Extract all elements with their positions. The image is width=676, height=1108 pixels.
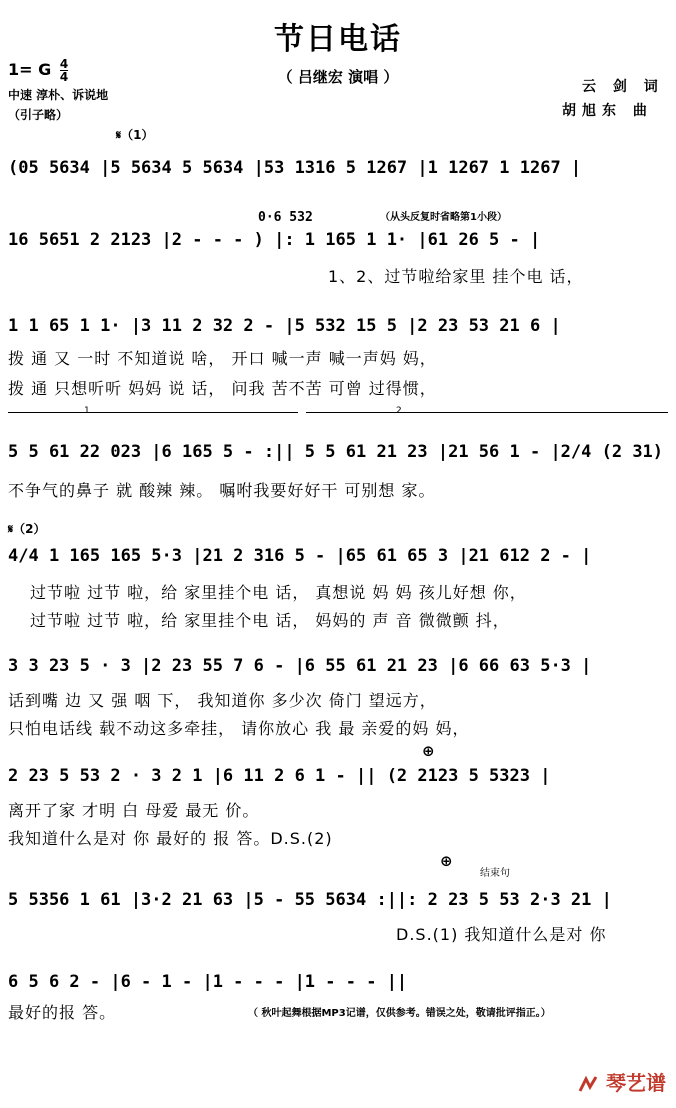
- volta-1-number: 1: [84, 406, 90, 416]
- key-signature: [8, 58, 68, 83]
- segno-2-marker: 𝄋（2）: [8, 522, 46, 536]
- coda-1-marker: ⊕: [422, 742, 435, 760]
- singer-credit: （ 吕继宏 演唱 ）: [277, 68, 399, 86]
- volta-2-bracket: [306, 412, 668, 413]
- song-title: 节日电话: [274, 22, 402, 57]
- notation-row-7: 2 23 5 53 2 · 3 2 1 |6 11 2 6 1 - || (2 2123 5 5323 |: [8, 766, 551, 786]
- volta-1-bracket: [8, 412, 298, 413]
- composer-credit: 胡旭东 曲: [562, 103, 653, 119]
- lyric-row-7b: 我知道什么是对 你 最好的 报 答。D.S.(2): [8, 829, 333, 848]
- intro-note: （引子略）: [8, 108, 69, 122]
- lyric-row-2: 1、2、过节啦给家里 挂个电 话，: [328, 267, 584, 286]
- lyric-row-9: 最好的报 答。: [8, 1003, 117, 1022]
- lyric-row-8: D.S.(1) 我知道什么是对 你: [396, 925, 607, 944]
- lyric-row-3a: 拨 通 又 一时 不知道说 啥， 开口 喊一声 喊一声妈 妈，: [8, 349, 437, 368]
- lyric-row-6b: 只怕电话线 载不动这多牵挂， 请你放心 我 最 亲爱的妈 妈，: [8, 719, 470, 738]
- site-logo: [577, 1067, 666, 1096]
- notation-row-8: 5 5356 1 61 |3·2 21 63 |5 - 55 5634 :||: 2 23 5 53 2·3 21 |: [8, 890, 612, 910]
- lyric-row-6a: 话到嘴 边 又 强 咽 下， 我知道你 多少次 倚门 望远方，: [8, 691, 437, 710]
- tempo-marking: 中速 淳朴、诉说地: [8, 88, 109, 102]
- coda-2-marker: ⊕: [440, 852, 453, 870]
- lyricist-credit: 云 剑 词: [582, 79, 664, 95]
- notation-row-2: 16 5651 2 2123 |2 - - - ) |: 1 165 1 1· |61 26 5 - |: [8, 230, 541, 250]
- segno-1-marker: 𝄋（1）: [116, 128, 154, 142]
- ending-label: 结束句: [480, 868, 510, 879]
- notation-row-3: 1 1 65 1 1· |3 11 2 32 2 - |5 532 15 5 |2 23 53 21 6 |: [8, 316, 561, 336]
- notation-row-4: 5 5 61 22 023 |6 165 5 - :|| 5 5 61 21 23 |21 56 1 - |2/4 (2 31): [8, 442, 664, 462]
- transcription-footnote: （ 秋叶起舞根据MP3记谱，仅供参考。错误之处，敬请批评指正。）: [248, 1008, 551, 1019]
- repeat-note: （从头反复时省略第1小段）: [380, 212, 507, 223]
- time-signature: $\frac{4}{4}$: [59, 57, 69, 84]
- volta-2-number: 2: [396, 406, 402, 416]
- music-note-logo-icon: [577, 1075, 599, 1095]
- notation-row-9: 6 5 6 2 - |6 - 1 - |1 - - - |1 - - - ||: [8, 972, 408, 992]
- key-label: 1= G: [8, 60, 52, 79]
- site-logo-text: 琴艺谱: [606, 1071, 666, 1095]
- lyric-row-7a: 离开了家 才明 白 母爱 最无 价。: [8, 801, 260, 820]
- lyric-row-4: 不争气的鼻子 就 酸辣 辣。 嘱咐我要好好干 可别想 家。: [8, 481, 436, 500]
- lyric-row-3b: 拨 通 只想听听 妈妈 说 话， 问我 苦不苦 可曾 过得惯，: [8, 379, 437, 398]
- notation-row-1: (05 5634 |5 5634 5 5634 |53 1316 5 1267 |1 1267 1 1267 |: [8, 158, 582, 178]
- notation-row-6: 3 3 23 5 · 3 |2 23 55 7 6 - |6 55 61 21 23 |6 66 63 5·3 |: [8, 656, 592, 676]
- notation-row-5: 4/4 1 165 165 5·3 |21 2 316 5 - |65 61 65 3 |21 612 2 - |: [8, 546, 592, 566]
- lyric-row-5b: 过节啦 过节 啦，给 家里挂个电 话， 妈妈的 声 音 微微颤 抖，: [30, 611, 510, 630]
- notation-row-2-above: 0·6 532: [258, 210, 313, 225]
- lyric-row-5a: 过节啦 过节 啦，给 家里挂个电 话， 真想说 妈 妈 孩儿好想 你，: [30, 583, 527, 602]
